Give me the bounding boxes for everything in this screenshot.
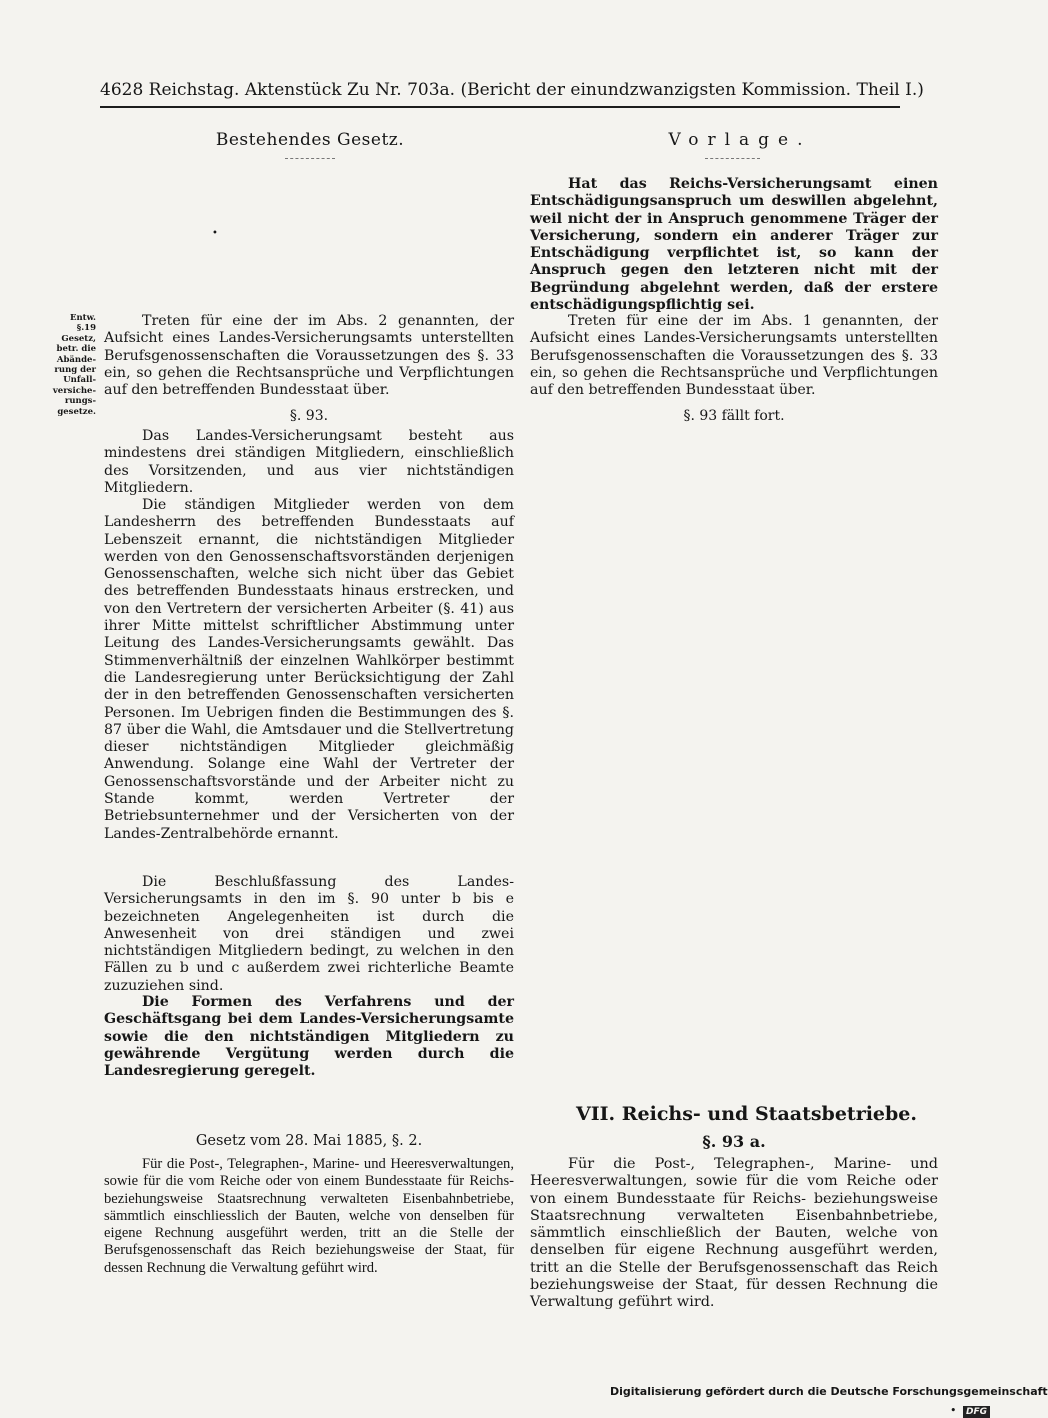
left-paragraph-5: Die Formen des Verfahrens und der Geschäftsgang bei dem Landes-Versicherungsamte sowie die den nichtständigen Mitgliedern zu gewährende Vergütung werden durch die Landesregierung geregelt. — [104, 994, 514, 1080]
right-paragraph-1: Treten für eine der im Abs. 1 genannten, der Aufsicht eines Landes-Versicherungsamts unterstellten Berufsgenossenschaften die Voraussetzungen des §. 33 ein, so gehen die Rechtsansprüche und Verpflichtungen auf den betreffenden Bundesstaat über. — [530, 313, 938, 399]
page-header: 4628 Reichstag. Aktenstück Zu Nr. 703a. (Bericht der einundzwanzigsten Kommission. Theil I.) — [100, 80, 924, 100]
dot-mark: • — [212, 228, 218, 239]
footer — [610, 1380, 1048, 1418]
left-paragraph-2: Das Landes-Versicherungsamt besteht aus mindestens drei ständigen Mitgliedern, einschließlich des Vorsitzenden, und aus vier nichtständigen Mitgliedern. — [104, 428, 514, 496]
law-text: Für die Post-, Telegraphen-, Marine- und Heeresverwaltungen, sowie für die vom Reiche oder von einem Bundesstaate für Reichs- beziehungsweise Staatsrechnung verwalteten Eisenbahnbetriebe, sämmtlich einschliesslich der Bauten, welche von denselben für eigene Rechnung ausgeführt werden, tritt an die Stelle der Berufsgenossenschaft das Reich beziehungsweise der Staat, für dessen Rechnung die Verwaltung geführt wird. — [104, 1156, 514, 1276]
section-93a: §. 93 a. — [702, 1132, 766, 1151]
right-paragraph-93a: Für die Post-, Telegraphen-, Marine- und Heeresverwaltungen, sowie für die vom Reiche oder von einem Bundesstaate für Reichs- beziehungsweise Staatsrechnung verwalteten Eisenbahnbetriebe, sämmtlich einschließlich der Bauten, welche von denselben für eigene Rechnung ausgeführt werden, tritt an die Stelle der Berufsgenossenschaft das Reich beziehungsweise der Staat, für dessen Rechnung die Verwaltung geführt wird. — [530, 1156, 938, 1311]
left-column-title: Bestehendes Gesetz. — [215, 130, 405, 150]
footer-separator: • — [949, 1404, 960, 1417]
left-paragraph-4: Die Beschlußfassung des Landes-Versicherungsamts in den im §. 90 unter b bis e bezeichneten Angelegenheiten ist durch die Anwesenheit von drei ständigen und zwei nichtständigen Mitgliedern bedingt, zu welchen in den Fällen zu b und c außerdem zwei richterliche Beamte zuzuziehen sind. — [104, 874, 514, 994]
left-section-93: §. 93. — [289, 408, 329, 424]
header-rule — [100, 106, 900, 108]
right-column-title: Vorlage. — [668, 130, 812, 150]
left-paragraph-1: Treten für eine der im Abs. 2 genannten, der Aufsicht eines Landes-Versicherungsamts unterstellten Berufsgenossenschaften die Voraussetzungen des §. 33 ein, so gehen die Rechtsansprüche und Verpflichtungen auf den betreffenden Bundesstaat über. — [104, 313, 514, 399]
left-paragraph-3: Die ständigen Mitglieder werden von dem Landesherrn des betreffenden Bundesstaats auf Lebenszeit ernannt, die nichtständigen Mitglieder werden von den Genossenschaftsvorständen derjenigen Genossenschaften, welche sich nicht über das Gebiet des betreffenden Bundesstaats hinaus erstrecken, und von den Vertretern der versicherten Arbeiter (§. 41) aus ihrer Mitte mittelst schriftlicher Abstimmung unter Leitung des Landes-Versicherungsamts gewählt. Das Stimmenverhältniß der einzelnen Wahlkörper bestimmt die Landesregierung unter Berücksichtigung der Zahl der in den betreffenden Genossenschaften versicherten Personen. Im Uebrigen finden die Bestimmungen des §. 87 über die Wahl, die Amtsdauer und die Stellvertretung dieser nichtständigen Mitglieder gleichmäßig Anwendung. Solange eine Wahl der Vertreter der Genossenschaftsvorstände und der Arbeiter nicht zu Stande kommt, werden Vertreter der Betriebsunternehmer und der Versicherten von der Landes-Zentralbehörde ernannt. — [104, 497, 514, 842]
section-heading: VII. Reichs- und Staatsbetriebe. — [576, 1103, 917, 1125]
dfg-logo: DFG — [963, 1406, 990, 1418]
right-title-divider — [705, 158, 760, 159]
right-bold-paragraph: Hat das Reichs-Versicherungsamt einen Entschädigungsanspruch um deswillen abgelehnt, weil nicht der in Anspruch genommene Träger der Versicherung, sondern ein anderer Träger zur Entschädigung verpflichtet ist, so kann der Anspruch gegen den letzteren nicht mit der Begründung abgelehnt werden, daß der erstere entschädigungspflichtig sei. — [530, 176, 938, 314]
law-title: Gesetz vom 28. Mai 1885, §. 2. — [195, 1133, 423, 1149]
left-title-divider — [285, 158, 335, 159]
margin-note: Entw. §.19 Gesetz, betr. die Abände- rung der Unfall- versiche- rungs- gesetze. — [52, 313, 96, 417]
footer-text: Digitalisierung gefördert durch die Deutsche Forschungsgemeinschaft — [610, 1385, 1048, 1398]
right-section-93: §. 93 fällt fort. — [683, 408, 785, 424]
